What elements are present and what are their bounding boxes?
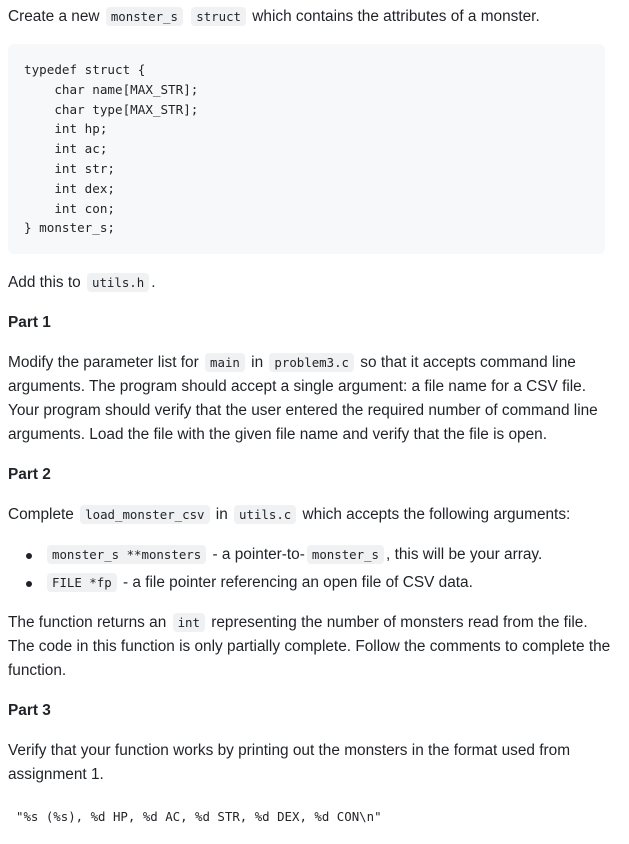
format-string-block: [8, 803, 388, 831]
add-text-end: .: [151, 274, 156, 291]
inline-code-struct: struct: [191, 7, 246, 26]
argument-list: [8, 543, 618, 595]
struct-code-block: [8, 44, 605, 254]
inline-code-monster-s: monster_s: [106, 7, 183, 26]
return-text-rest: representing the number of monsters read from the file. The code in this function is only partially complete. Follow the comments to complete the function.: [8, 614, 611, 679]
add-to-paragraph: [8, 271, 618, 295]
inline-code-problem3-c: problem3.c: [269, 353, 354, 372]
part2-heading: Part 2: [8, 466, 51, 483]
part1-text-in: in: [246, 354, 268, 371]
part1-text: Modify the parameter list for: [8, 354, 204, 371]
part3-paragraph: Verify that your function works by printing out the monsters in the format used from assignment 1.: [8, 742, 571, 783]
part2-text-in: in: [211, 506, 233, 523]
bullet-text: - a file pointer referencing an open file of CSV data.: [118, 574, 473, 591]
part1-heading: Part 1: [8, 314, 51, 331]
inline-code-utils-h: utils.h: [87, 273, 149, 292]
part2-paragraph: [8, 503, 618, 527]
bullet-icon: [26, 581, 32, 587]
bullet-text: - a pointer-to-: [208, 546, 305, 563]
list-item: [8, 543, 618, 567]
add-text: Add this to: [8, 274, 85, 291]
inline-code-fp-param: FILE *fp: [47, 573, 117, 592]
struct-code: typedef struct { char name[MAX_STR]; char type[MAX_STR]; int hp; int ac; int str; int dex; int con; } monster_s;: [24, 62, 199, 236]
list-item: [8, 571, 618, 595]
inline-code-monsters-param: monster_s **monsters: [47, 545, 206, 564]
intro-paragraph: [8, 5, 618, 29]
bullet-text-end: , this will be your array.: [386, 546, 543, 563]
part1-paragraph: [8, 351, 618, 447]
format-string: "%s (%s), %d HP, %d AC, %d STR, %d DEX, %d CON\n": [16, 809, 382, 824]
part3-heading: Part 3: [8, 702, 51, 719]
inline-code-monster-s-type: monster_s: [307, 545, 384, 564]
inline-code-int: int: [173, 613, 205, 632]
inline-code-utils-c: utils.c: [234, 505, 296, 524]
part1-text-rest: so that it accepts command line arguments. The program should accept a single argument: a file name for a CSV file. Your program should verify that the user entered the required number of command line arguments. Load the file with the given file name and verify that the file is open.: [8, 354, 598, 443]
intro-text-end: which contains the attributes of a monster.: [248, 8, 540, 25]
part2-text: Complete: [8, 506, 79, 523]
return-paragraph: [8, 611, 618, 683]
inline-code-main: main: [205, 353, 245, 372]
inline-code-load-monster-csv: load_monster_csv: [80, 505, 209, 524]
bullet-icon: [26, 553, 32, 559]
part2-text-rest: which accepts the following arguments:: [298, 506, 571, 523]
intro-text: Create a new: [8, 8, 104, 25]
return-text: The function returns an: [8, 614, 171, 631]
